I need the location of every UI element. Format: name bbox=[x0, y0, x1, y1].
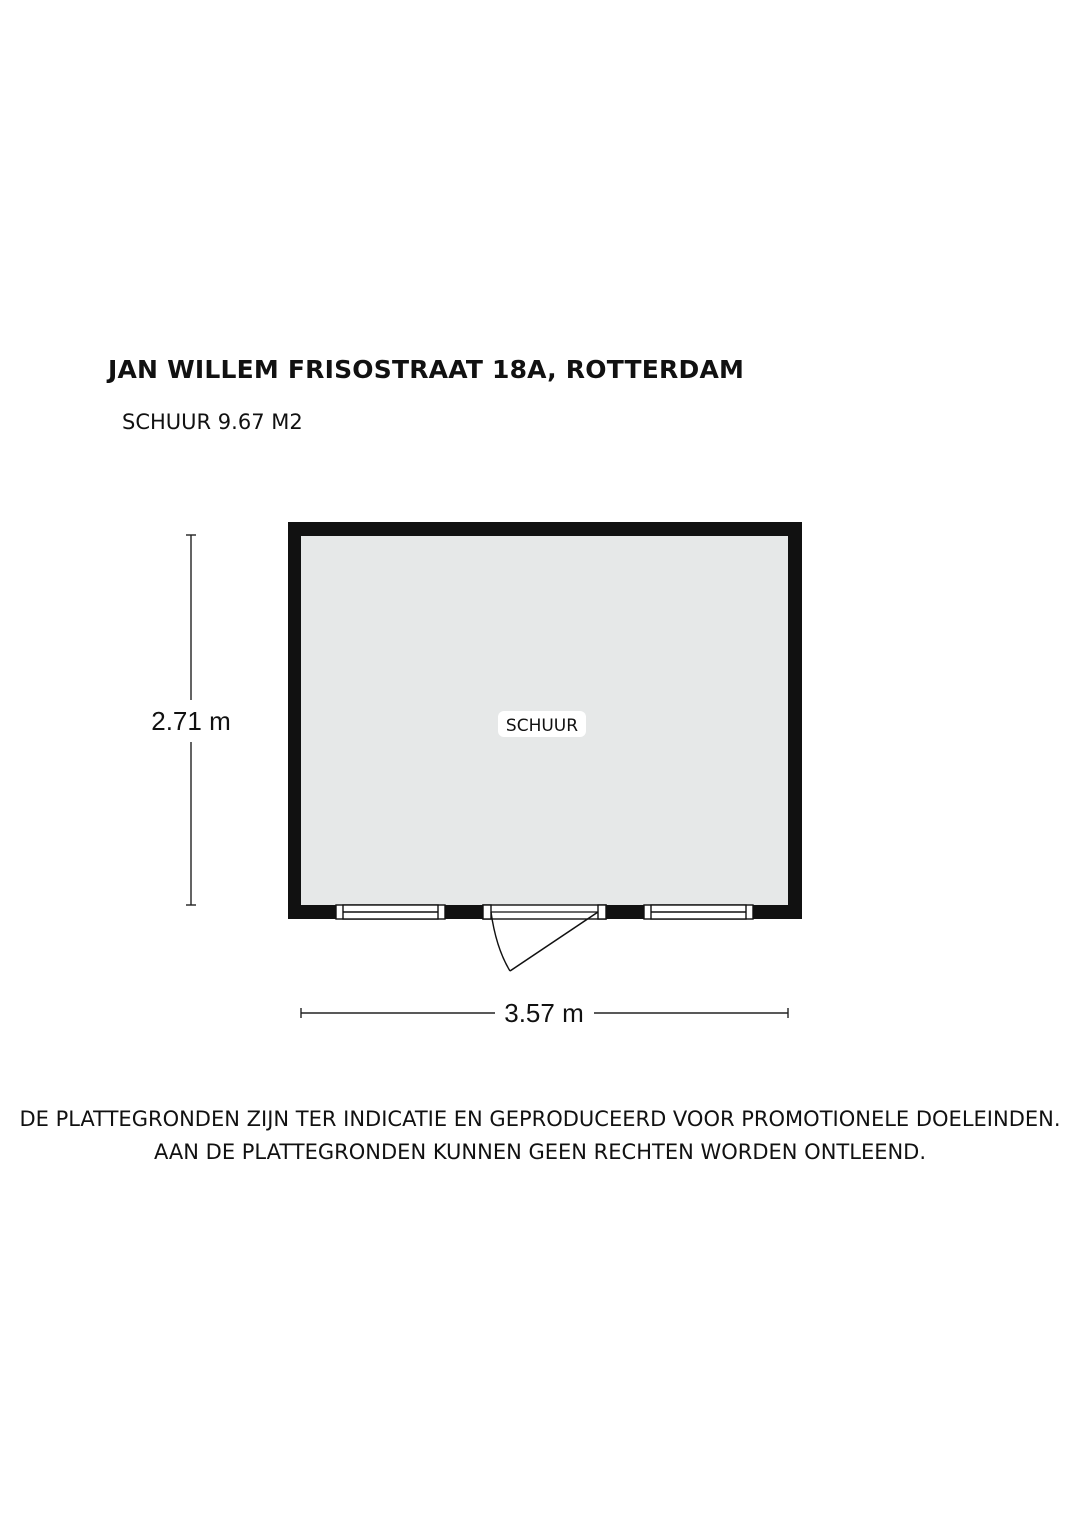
wall-bottom-segment bbox=[753, 905, 802, 919]
dimension-width-label: 3.57 m bbox=[504, 998, 584, 1028]
floor-summary: SCHUUR 9.67 M2 bbox=[122, 410, 303, 434]
wall-right bbox=[788, 522, 802, 919]
wall-left bbox=[288, 522, 301, 919]
wall-top bbox=[288, 522, 802, 536]
disclaimer-line-2: AAN DE PLATTEGRONDEN KUNNEN GEEN RECHTEN WORDEN ONTLEEND. bbox=[153, 1140, 927, 1164]
address-title: JAN WILLEM FRISOSTRAAT 18A, ROTTERDAM bbox=[108, 355, 745, 384]
door bbox=[483, 905, 606, 971]
disclaimer-line-1: DE PLATTEGRONDEN ZIJN TER INDICATIE EN GEPRODUCEERD VOOR PROMOTIONELE DOELEINDEN. bbox=[19, 1107, 1061, 1131]
window bbox=[336, 905, 445, 919]
wall-bottom-segment bbox=[288, 905, 336, 919]
wall-bottom-segment bbox=[445, 905, 483, 919]
door-leaf bbox=[510, 912, 598, 971]
window bbox=[644, 905, 753, 919]
room-label: SCHUUR bbox=[505, 716, 579, 736]
dimension-height-label: 2.71 m bbox=[151, 706, 231, 736]
wall-bottom-segment bbox=[606, 905, 644, 919]
door-swing-arc bbox=[491, 912, 510, 971]
